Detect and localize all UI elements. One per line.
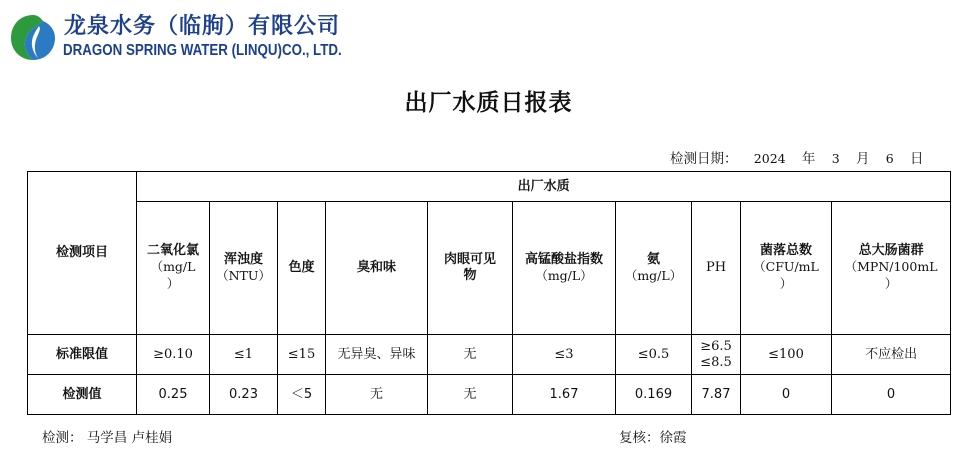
row-header-cell: 检测项目 [28,172,137,335]
inspector-label: 检测： [42,430,83,446]
date-day: 6 [885,151,894,166]
value-cell: 0 [741,375,832,415]
reviewer-name: 徐霞 [659,430,687,446]
limits-label: 标准限值 [28,335,137,375]
value-cell: 0.169 [616,375,692,415]
limit-cell: ≤0.5 [616,335,692,375]
col-header-permanganate-index: 高锰酸盐指数 （mg/L） [513,202,616,335]
reviewer-label: 复核： [619,430,660,446]
water-quality-table [27,171,951,415]
value-cell: 7.87 [692,375,741,415]
value-cell: 无 [428,375,513,415]
col-header-colony-count: 菌落总数 （CFU/mL ） [741,202,832,335]
inspectors-line [42,426,172,446]
company-name-cn: 龙泉水务（临朐）有限公司 [64,13,341,39]
company-logo-icon [8,12,58,62]
col-header-odor-taste: 臭和味 [326,202,428,335]
column-header-row [28,202,951,335]
date-month: 3 [831,151,840,166]
values-row [28,375,951,415]
date-label: 检测日期： [670,151,738,167]
reviewer-line [619,426,687,446]
inspector-names: 马学昌 卢桂娟 [86,430,173,446]
group-header-cell: 出厂水质 [137,172,951,202]
limits-row [28,335,951,375]
inspection-date [670,147,924,167]
date-year: 2024 [753,151,786,166]
date-month-unit: 月 [855,151,870,167]
limit-cell: 不应检出 [832,335,951,375]
limit-cell: ≥6.5 ≤8.5 [692,335,741,375]
date-day-unit: 日 [910,151,924,167]
limit-cell: 无 [428,335,513,375]
report-title: 出厂水质日报表 [404,89,573,116]
limit-cell: ≤1 [210,335,278,375]
value-cell: 0.25 [137,375,210,415]
values-label: 检测值 [28,375,137,415]
value-cell: ＜5 [278,375,326,415]
col-header-color: 色度 [278,202,326,335]
date-year-unit: 年 [801,151,816,167]
col-header-ph: PH [692,202,741,335]
col-header-visible-matter: 肉眼可见 物 [428,202,513,335]
col-header-turbidity: 浑浊度 （NTU） [210,202,278,335]
limit-cell: ≥0.10 [137,335,210,375]
limit-cell: 无异臭、异味 [326,335,428,375]
value-cell: 0 [832,375,951,415]
limit-cell: ≤15 [278,335,326,375]
col-header-ammonia: 氨 （mg/L） [616,202,692,335]
value-cell: 1.67 [513,375,616,415]
company-name-en: DRAGON SPRING WATER (LINQU)CO., LTD. [63,42,342,59]
col-header-chlorine-dioxide: 二氧化氯 （mg/L ） [137,202,210,335]
value-cell: 无 [326,375,428,415]
col-header-coliform: 总大肠菌群 （MPN/100mL ） [832,202,951,335]
value-cell: 0.23 [210,375,278,415]
limit-cell: ≤100 [741,335,832,375]
limit-cell: ≤3 [513,335,616,375]
